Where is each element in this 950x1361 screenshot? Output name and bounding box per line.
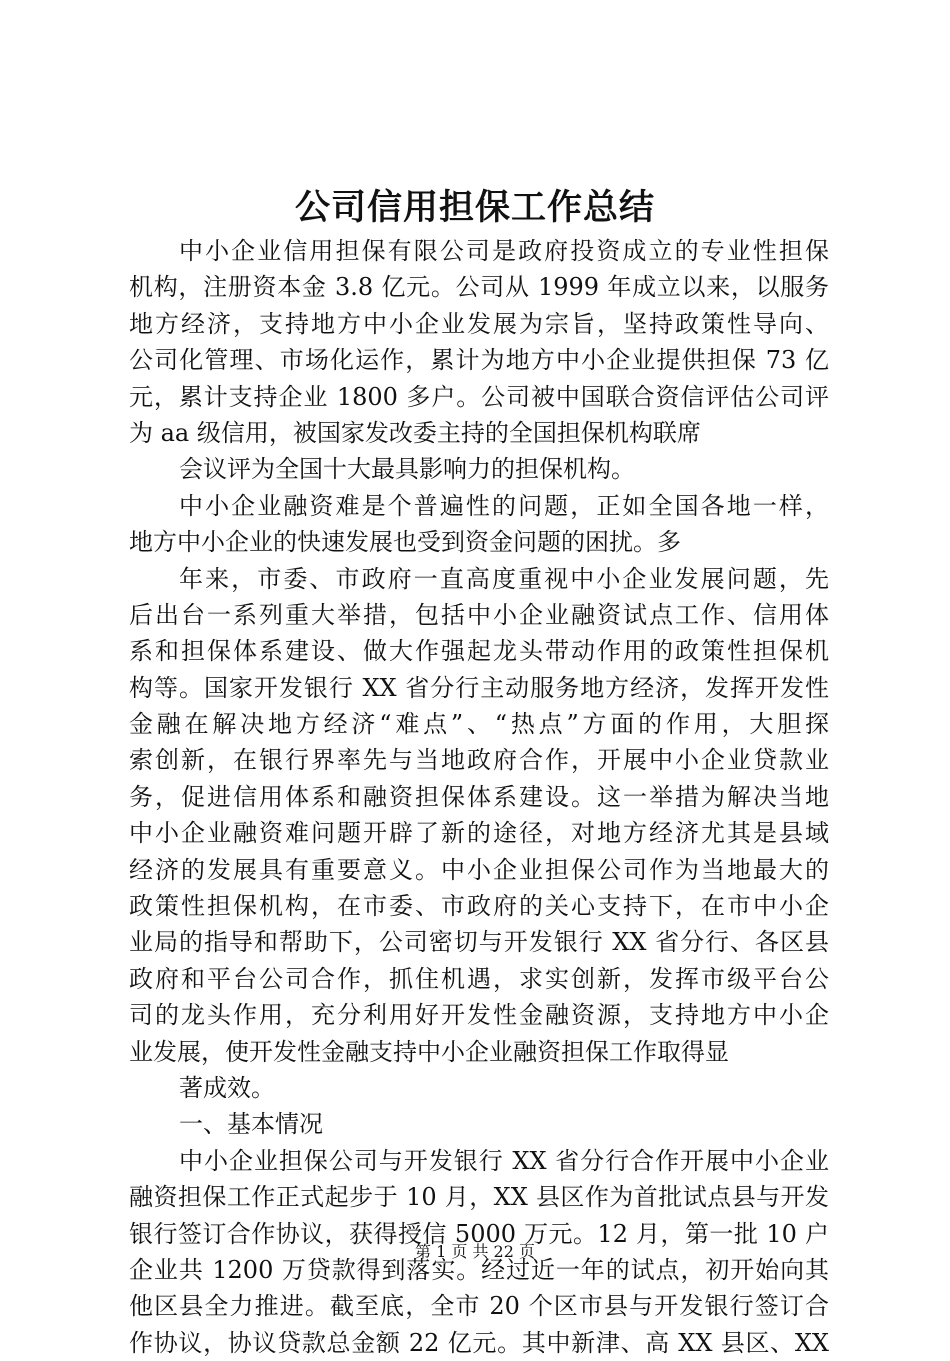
text-line: 为 aa 级信用，被国家发改委主持的全国担保机构联席 [129,418,701,447]
text-line: 中小企业担保公司与开发银行 XX 省分行合作开展中小企业 [179,1146,829,1175]
text-line: 著成效。 [179,1073,275,1102]
text-line: 他区县全力推进。截至底，全市 20 个区市县与开发银行签订合 [129,1292,829,1321]
text-line: 司的龙头作用，充分利用好开发性金融资源，支持地方中小企 [129,1001,829,1030]
text-line: 会议评为全国十大最具影响力的担保机构。 [179,455,635,484]
text-line: 系和担保体系建设、做大作强起龙头带动作用的政策性担保机 [129,637,829,666]
text-line: 业发展，使开发性金融支持中小企业融资担保工作取得显 [129,1037,729,1066]
text-line: 后出台一系列重大举措，包括中小企业融资试点工作、信用体 [129,600,829,629]
text-line: 企业共 1200 万贷款得到落实。经过近一年的试点，初开始向其 [129,1255,829,1284]
text-line: 元，累计支持企业 1800 多户。公司被中国联合资信评估公司评 [129,382,829,411]
text-line: 地方中小企业的快速发展也受到资金问题的困扰。多 [129,528,681,557]
text-line: 政策性担保机构，在市委、市政府的关心支持下，在市中小企 [129,892,829,921]
section-heading: 一、基本情况 [179,1110,323,1139]
text-line: 政府和平台公司合作，抓住机遇，求实创新，发挥市级平台公 [129,964,829,993]
text-line: 经济的发展具有重要意义。中小企业担保公司作为当地最大的 [129,855,829,884]
text-line: 中小企业融资难是个普遍性的问题，正如全国各地一样， [179,491,829,520]
text-line: 公司化管理、市场化运作，累计为地方中小企业提供担保 73 亿 [129,346,829,375]
text-line: 业局的指导和帮助下，公司密切与开发银行 XX 省分行、各区县 [129,928,829,957]
text-line: 金融在解决地方经济“难点”、“热点”方面的作用，大胆探 [129,710,829,739]
text-line: 融资担保工作正式起步于 10 月，XX 县区作为首批试点县与开发 [129,1183,829,1212]
text-line: 务，促进信用体系和融资担保体系建设。这一举措为解决当地 [129,782,829,811]
page-footer: 第 1 页 共 22 页 [415,1242,535,1261]
text-line: 地方经济，支持地方中小企业发展为宗旨，坚持政策性导向、 [129,309,829,338]
text-line: 索创新，在银行界率先与当地政府合作，开展中小企业贷款业 [129,746,829,775]
text-line: 构等。国家开发银行 XX 省分行主动服务地方经济，发挥开发性 [129,673,829,702]
text-line: 年来，市委、市政府一直高度重视中小企业发展问题，先 [179,564,829,593]
text-line: 机构，注册资本金 3.8 亿元。公司从 1999 年成立以来，以服务 [129,273,829,302]
text-line: 中小企业融资难问题开辟了新的途径，对地方经济尤其是县域 [129,819,829,848]
document-title: 公司信用担保工作总结 [294,188,655,228]
text-line: 银行签订合作协议，获得授信 5000 万元。12 月，第一批 10 户 [129,1219,829,1248]
text-line: 作协议，协议贷款总金额 22 亿元。其中新津、高 XX 县区、XX [129,1328,829,1357]
text-line: 中小企业信用担保有限公司是政府投资成立的专业性担保 [179,237,829,265]
document-body [129,233,829,1361]
